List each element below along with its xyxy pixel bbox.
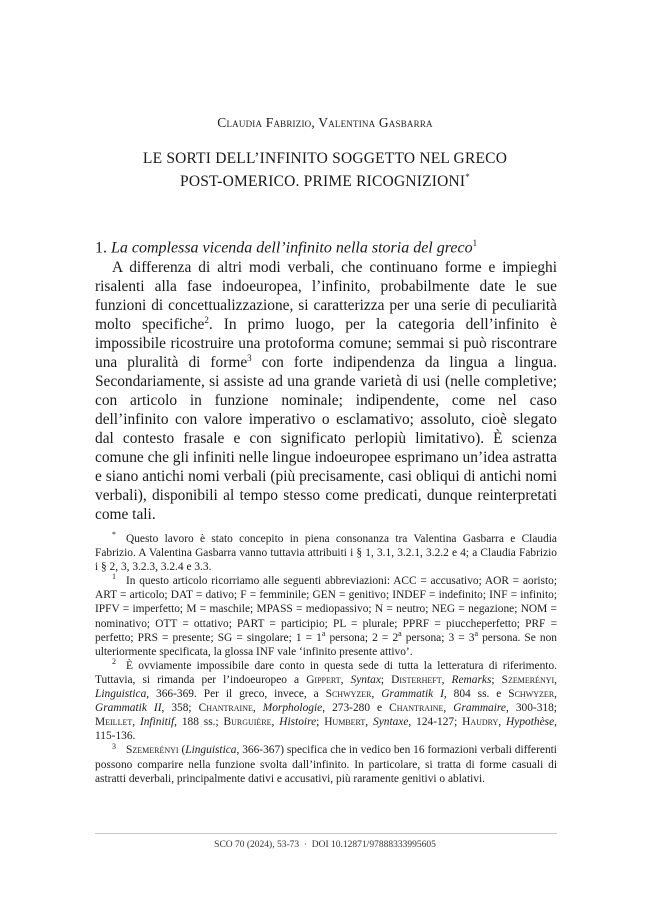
article-title xyxy=(100,150,550,191)
footnote-text: ( xyxy=(178,744,186,757)
cited-work: Grammatik I xyxy=(381,688,444,701)
title-line-1: LE SORTI DELL’INFINITO SOGGETTO NEL GRECO xyxy=(142,150,508,167)
footnote-text: persona. Se non ulteriormente specificata, la glossa INF vale ‘infinito presente attivo’. xyxy=(95,631,557,658)
cited-work: Hypothèse xyxy=(506,716,555,729)
footnote-text: , 358; xyxy=(161,702,199,715)
cited-author: Schwyzer xyxy=(508,688,555,701)
footnote-ref-3[interactable]: 3 xyxy=(247,352,252,363)
footnote-text: In questo articolo ricorriamo alle seguenti abbreviazioni: ACC = accusativo; AOR = aoristo; ART = articolo; DAT = dativo; F = femminile; GEN = genitivo; INDEF = indefinito; INF = infinito; IPFV = imperfetto; M = maschile; MPASS = mediopassivo; N = neutro; NEG = negazione; NOM = nominativo; OTT = ottativo; PART = participio; PL = plurale; PPRF = piuccheperfetto; PRF = perfetto; PRS = presente; SG = singolare; 1 = 1 xyxy=(95,575,557,644)
footnotes xyxy=(95,532,557,786)
footnote-text: persona; 2 = 2 xyxy=(325,631,399,644)
footnote-text: È ovviamente impossibile dare conto in questa sede di tutta la letteratura di riferimento. Tuttavia, si rimanda per l’indoeuropeo a xyxy=(95,659,557,686)
ordinal-sup: a xyxy=(398,628,402,638)
footnote-text: persona; 3 = 3 xyxy=(401,631,475,644)
section-heading-text: La complessa vicenda dell’infinito nella storia del greco xyxy=(111,239,473,257)
cited-author: Schwyzer xyxy=(325,688,372,701)
body-paragraph xyxy=(95,258,557,524)
cited-work: Syntaxe xyxy=(373,716,409,729)
footnote-ref-2[interactable]: 2 xyxy=(204,314,209,325)
footnote-text: ; xyxy=(316,716,325,729)
cited-author: Szemerényi xyxy=(501,673,555,686)
paragraph-part-1: A differenza di altri modi verbali, che continuano forme e impieghi risalenti alla fase indoeuropea, l’infinito, probabilmente date le sue funzioni di concettualizzazione, si caratterizza per una serie di peculiarità molto specifiche xyxy=(95,259,557,333)
ordinal-sup: a xyxy=(474,628,478,638)
cited-author: Chantraine xyxy=(389,702,444,715)
cited-author: Gippert xyxy=(306,673,341,686)
cited-work: Remarks xyxy=(451,673,492,686)
footnote-mark: * xyxy=(112,530,116,540)
cited-author: Szemerényi xyxy=(126,744,179,757)
footer-citation: SCO 70 (2024), 53-73 · DOI 10.12871/97888333995605 xyxy=(214,840,436,850)
authors-line xyxy=(0,115,650,131)
cited-work: Infinitif xyxy=(139,716,175,729)
paragraph-part-3: con forte indipendenza da lingua a lingua. Secondariamente, si assiste ad una grande varietà di usi (nelle completive; con articolo in funzione nominale; indipendente, come nel caso dell’infinito con valore imperativo o esclamativo; assoluto, cioè slegato dal contesto frasale e con significato perlopiù limitativo). È scienza comune che gli infiniti nelle lingue indoeuropee esprimano un’idea astratta e siano antichi nomi verbali (più precisamente, casi obliqui di antichi nomi verbali), disponibili al tempo stesso come predicati, dunque reinterpretati come tali. xyxy=(95,354,557,523)
section-heading xyxy=(95,233,565,258)
footnote-text: ; xyxy=(380,673,392,686)
ordinal-sup: a xyxy=(321,628,326,638)
title-line-2-text: POST-OMERICO. PRIME RICOGNIZIONI xyxy=(180,173,466,191)
page-footer xyxy=(0,840,650,850)
footnote-text: ; xyxy=(491,673,502,686)
footnote-star xyxy=(95,532,557,574)
footnote-mark: 3 xyxy=(112,741,116,751)
section-number: 1. xyxy=(95,239,107,257)
footnote-text: , 804 ss. e xyxy=(443,688,509,701)
footnote-mark: 1 xyxy=(112,572,116,582)
cited-work: Syntax xyxy=(350,673,381,686)
authors-text: Claudia Fabrizio, Valentina Gasbarra xyxy=(217,115,433,130)
footnote-text: , 124-127; xyxy=(408,716,463,729)
paragraph-part-2: . In primo luogo, per la categoria dell’infinito è impossibile ricostruire una protoforma comune; semmai si può riscontrare una pluralità di forme xyxy=(95,316,557,371)
footnote-text: , 366-369. Per il greco, invece, a xyxy=(146,688,326,701)
cited-work: Linguistica xyxy=(185,744,237,757)
footnote-1 xyxy=(95,574,557,659)
footnote-text: , 188 ss.; xyxy=(174,716,224,729)
cited-author: Disterheft xyxy=(391,673,442,686)
title-footnote-marker[interactable]: * xyxy=(465,172,470,182)
cited-work: Linguistica xyxy=(95,688,147,701)
footnote-text: , 273-280 e xyxy=(322,702,390,715)
footnote-text: , 366-367) specifica che in vedico ben 16 formazioni verbali differenti possono comparire nella funzione svolta dall’infinito. In particolare, si tratta di forme casuali di astratti deverbali, principalmente dativi e accusativi, più raramente genitivi o ablativi. xyxy=(95,744,557,785)
footnote-text: Questo lavoro è stato concepito in piena consonanza tra Valentina Gasbarra e Claudia Fabrizio. A Valentina Gasbarra vanno tuttavia attribuiti i § 1, 3.1, 3.2.1, 3.2.2 e 4; a Claudia Fabrizio i § 2, 3, 3.2.3, 3.2.4 e 3.3. xyxy=(95,533,557,574)
footnote-mark: 2 xyxy=(112,657,116,667)
cited-work: Morphologie xyxy=(262,702,323,715)
cited-work: Grammatik II xyxy=(95,702,162,715)
footnote-2: $^2$ È ovviamente impossibile dare conto in questa sede di tutta la letteratura di riferimento. Tuttavia, si rimanda per l’indoeuropeo a Gippert, Syntax; Disterheft, Remarks; Szemerényi, Linguistica, 366-369. Per il greco, invece, a Schwyzer, Grammatik I, 804 ss. e Schwyzer, Grammatik II, 358; Chantraine, Morphologie, 273-280 e Chantraine, Grammaire, 300-318; Meillet, Infinitif, 188 ss.; Burguière, Histoire; Humbert, Syntaxe, 124-127; Haudry, Hypothèse, 115-136. xyxy=(95,657,558,743)
footnote-text: , 300-318; xyxy=(505,702,557,715)
footnote-text: , 115-136. xyxy=(95,716,557,743)
footnote-3 xyxy=(95,743,557,785)
cited-author: Burguière xyxy=(223,716,272,729)
cited-author: Humbert xyxy=(324,716,366,729)
cited-author: Haudry xyxy=(462,716,499,729)
cited-author: Chantraine xyxy=(198,702,253,715)
title-line-2 xyxy=(100,168,550,191)
cited-author: Meillet xyxy=(95,716,133,729)
footer-rule xyxy=(95,833,557,834)
cited-work: Grammaire xyxy=(453,702,506,715)
cited-work: Histoire xyxy=(279,716,317,729)
heading-footnote-marker[interactable]: 1 xyxy=(472,238,478,248)
